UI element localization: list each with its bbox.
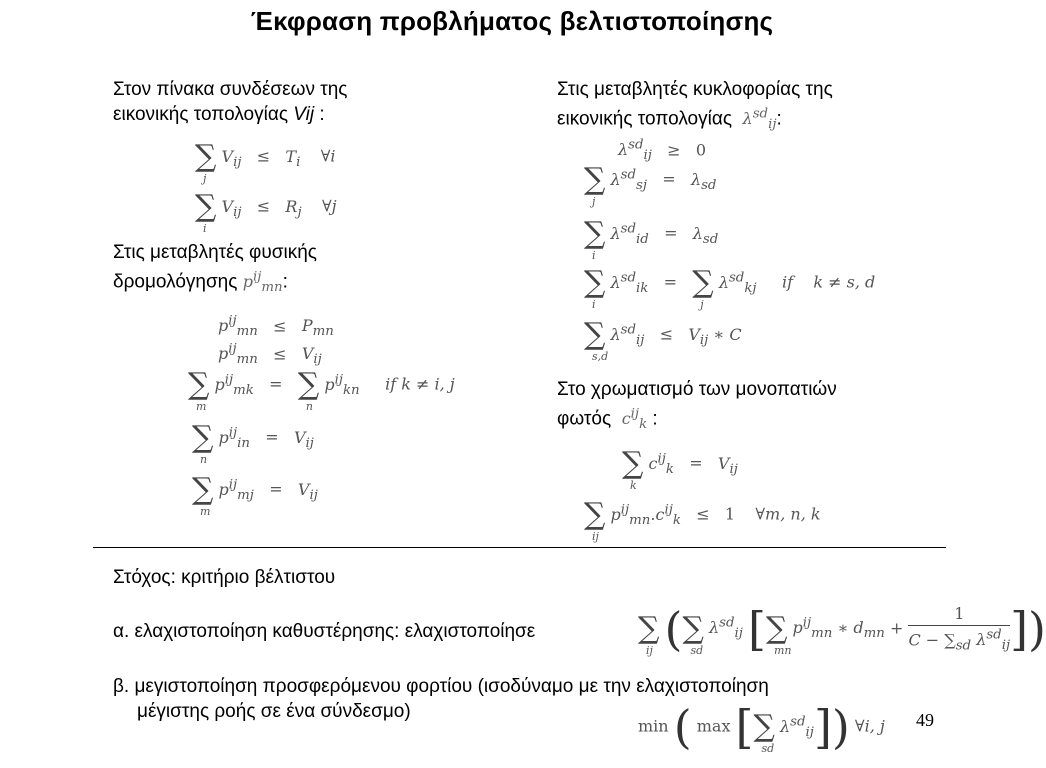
- equation-row-lambda-conservation: ∑ i $\lambda^{sd}_{ik}$ = ∑ j $\lambda^{sd}_{kj}$ if k ≠ s, d: [584, 265, 876, 311]
- text-line: Στο χρωματισμό των μονοπατιών: [557, 379, 837, 400]
- text-line: Στις μεταβλητές κυκλοφορίας της: [557, 79, 833, 100]
- traffic-variables-text: [557, 77, 833, 138]
- equation-row-lambda-source: ∑ j $\lambda^{sd}_{sj} = \lambda_{sd}$: [584, 162, 717, 208]
- text-line: Στις μεταβλητές φυσικής: [113, 242, 317, 263]
- physical-routing-text: [113, 240, 317, 301]
- text-line: δρομολόγησης $p^{ij}_{mn}$:: [113, 270, 288, 296]
- equation-row-coloring-constraint: ∑ ij $p^{ij}_{mn}.c^{ij}_k \le 1$ ∀m, n, k: [584, 497, 821, 543]
- virtual-topology-text: [113, 77, 347, 127]
- equation-row-p-vij: $p^{ij}_{mn} \le V_{ij}$: [218, 342, 322, 368]
- text-line: μέγιστης ροής σε ένα σύνδεσμο): [137, 701, 411, 722]
- equation-row-sum-vij-ti: ∑ j $V_{ij} \le T_i$ ∀i: [195, 139, 336, 185]
- equation-row-lambda-capacity: ∑ s,d $\lambda^{sd}_{ij} \le V_{ij}$ ∗ C: [584, 317, 742, 363]
- objective-a-text: α. ελαχιστοποίηση καθυστέρησης: ελαχιστοποίησε: [113, 621, 536, 642]
- equation-row-coloring-sum: ∑ k $c^{ij}_k = V_{ij}$: [622, 446, 738, 492]
- text-line: εικονικής τοπολογίας Vij :: [113, 104, 325, 125]
- objective-heading: Στόχος: κριτήριο βέλτιστου: [113, 567, 336, 588]
- equation-row-flow-conservation: ∑ m $p^{ij}_{mk}$ = ∑ n $p^{ij}_{kn}$ if k ≠ i, j: [188, 367, 455, 413]
- page-title: Έκφραση προβλήματος βελτιστοποίησης: [250, 6, 774, 36]
- equation-row-source: ∑ n $p^{ij}_{in} = V_{ij}$: [192, 420, 314, 466]
- text-line: β. μεγιστοποίηση προσφερόμενου φορτίου (ισοδύναμο με την ελαχιστοποίηση: [113, 676, 769, 697]
- equation-delay-objective: ∑ ij (∑ sd $\lambda^{sd}_{ij}$ [∑ mn $p^{ij}_{mn}$ ∗ $d_{mn}$ + $\frac{1}{C - \sum_{sd} \lambda^{sd}_{ij}}$ ]): [638, 601, 1046, 657]
- text-line: Στον πίνακα συνδέσεων της: [113, 79, 348, 100]
- text-line: εικονικής τοπολογίας $\lambda^{sd}_{ij}$:: [557, 107, 782, 133]
- equation-row-lambda-dest: ∑ i $\lambda^{sd}_{id} = \lambda_{sd}$: [584, 216, 719, 262]
- lightpath-coloring-text: [557, 377, 837, 438]
- equation-row-sink: ∑ m $p^{ij}_{mj} = V_{ij}$: [192, 472, 318, 518]
- equation-row-p-pmn: $p^{ij}_{mn} \le P_{mn}$: [218, 314, 334, 340]
- equation-row-sum-vij-rj: ∑ i $V_{ij} \le R_j$ ∀j: [195, 189, 337, 235]
- vij-symbol: Vij: [293, 104, 315, 125]
- page-number: 49: [916, 710, 934, 730]
- equation-minmax-objective: min ( max [∑ sd $\lambda^{sd}_{ij}$]) ∀i, j: [638, 700, 885, 755]
- section-divider: [93, 547, 946, 548]
- equation-row-lambda-nonneg: $\lambda^{sd}_{ij} \ge 0$: [618, 138, 707, 164]
- text-line: φωτός $c^{ij}_k$ :: [557, 407, 658, 433]
